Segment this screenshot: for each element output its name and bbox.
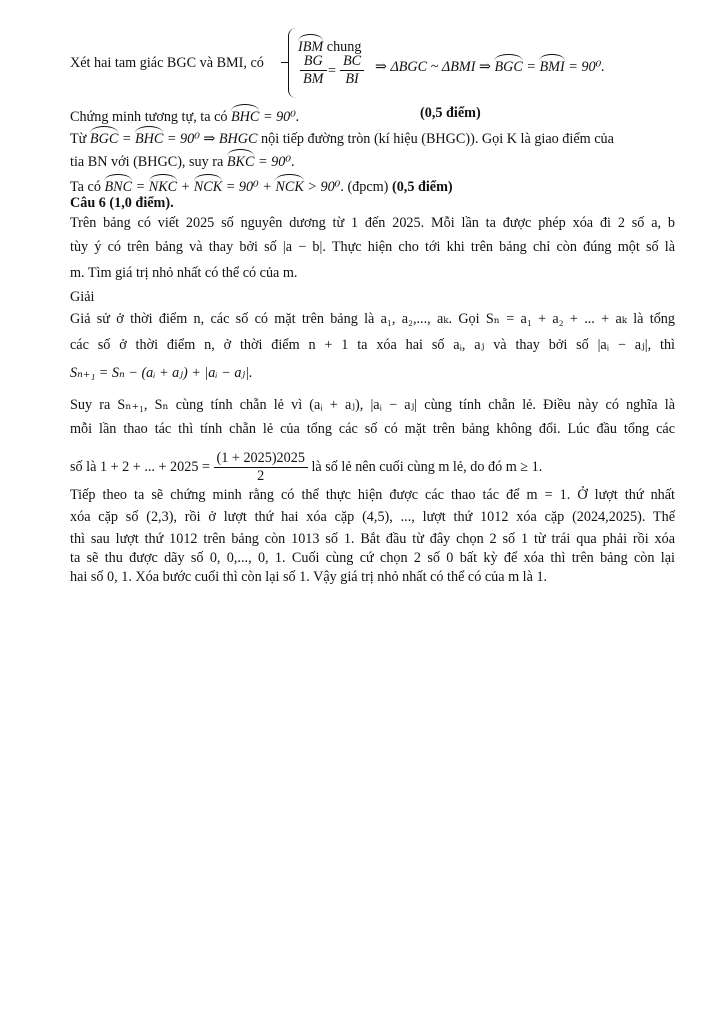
sol-line-1: Giả sử ở thời điểm n, các số có mặt trên bảng là a₁, a₂,..., aₖ. Gọi Sₙ = a₁ + a₂ + ... + aₖ là tổng (70, 311, 675, 327)
question-6-heading: Câu 6 (1,0 điểm). (70, 195, 174, 211)
sol-line-8: thì sau lượt thứ 1012 trên bảng còn 1013 số 1. Bắt đầu từ đây chọn 2 số 1 từ trái qua phải rồi xóa (70, 531, 675, 547)
sol-line-9: ta sẽ thu được dãy số 0, 0,..., 0, 1. Cuối cùng cứ chọn 2 số 0 bất kỳ để xóa thì trên bảng còn lại (70, 550, 675, 566)
sol-line-5: số là 1 + 2 + ... + 2025 = $\frac{(1 + 2025)2025}{2}$ là số lẻ nên cuối cùng m lẻ, do đó m ≥ 1. (70, 450, 543, 484)
frac-bg-bm: $\frac{BG}{BM}$ (300, 53, 327, 88)
sol-formula: Sₙ₊₁ = Sₙ − (aᵢ + aⱼ) + |aᵢ − aⱼ|. (70, 365, 253, 381)
para-bhc: Chứng minh tương tự, ta có BHC = 90⁰. (0,5 điểm) (70, 105, 481, 125)
frac-bc-bi: $\frac{BC}{BI}$ (340, 53, 364, 88)
para-conclusion: Ta có BNC = NKC + NCK = 90⁰ + NCK > 90⁰. (đpcm) (0,5 điểm) (70, 174, 675, 196)
q6-line-1: Trên bảng có viết 2025 số nguyên dương từ 1 đến 2025. Mỗi lần ta được phép xóa đi 2 số a, b (70, 215, 675, 231)
sol-line-2: các số ở thời điểm n, ở thời điểm n + 1 ta xóa hai số aᵢ, aⱼ và thay bởi số |aᵢ − aⱼ|, thì (70, 337, 675, 353)
sol-line-4: mỗi lần thao tác thì tính chẵn lẻ của tổng các số có mặt trên bảng không đổi. Lúc đầu tổng các (70, 421, 675, 437)
q6-line-2: tùy ý có trên bảng và thay bởi số |a − b|. Thực hiện cho tới khi trên bảng chỉ còn đúng một số là (70, 239, 675, 255)
sol-line-7: xóa cặp số (2,3), rồi ở lượt thứ hai xóa cặp (4,5), ..., lượt thứ 1012 xóa cặp (2024,2025). Thế (70, 509, 675, 525)
sol-line-3: Suy ra Sₙ₊₁, Sₙ cùng tính chẵn lẻ vì (aᵢ + aⱼ), |aᵢ − aⱼ| cùng tính chẵn lẻ. Điều này có nghĩa là (70, 397, 675, 413)
sol-line-10: hai số 0, 1. Xóa bước cuối thì còn lại số 1. Vậy giá trị nhỏ nhất có thể có của m là 1. (70, 569, 548, 585)
solution-label: Giải (70, 289, 95, 305)
para-cyclic-2: tia BN với (BHGC), suy ra BKC = 90⁰. (70, 149, 675, 171)
para-compare-triangles: Xét hai tam giác BGC và BMI, có $\frac{BG}{BM}$ = $\frac{BC}{BI}$ ⇒ ΔBGC ~ ΔBMI ⇒ BGC = BMI = 90⁰. (70, 53, 605, 87)
sum-fraction: $\frac{(1 + 2025)2025}{2}$ (214, 450, 308, 485)
para-cyclic-1: Từ BGC = BHC = 90⁰ ⇒ BHGC nội tiếp đường tròn (kí hiệu (BHGC)). Gọi K là giao điểm của (70, 126, 675, 148)
sol-line-6: Tiếp theo ta sẽ chứng minh rằng có thể thực hiện được các thao tác để m = 1. Ở lượt thứ nhất (70, 487, 675, 503)
sys-line-1: IBM chung (298, 34, 361, 56)
q6-line-3: m. Tìm giá trị nhỏ nhất có thể có của m. (70, 265, 298, 281)
